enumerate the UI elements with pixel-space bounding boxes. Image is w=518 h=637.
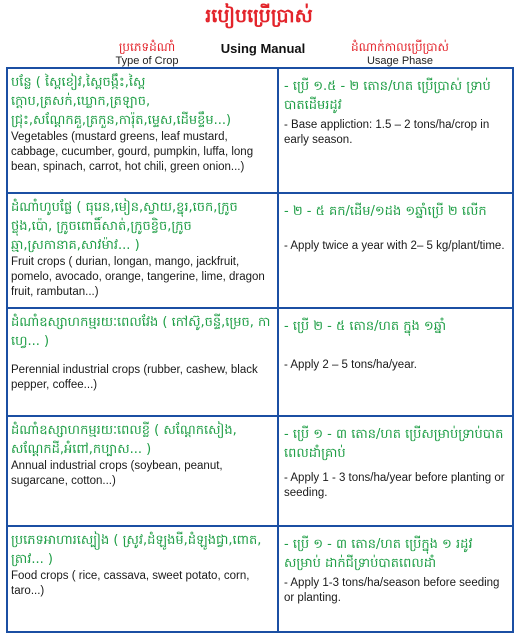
crop-name-kh: ដំណាំឧស្សាហកម្មរយៈពេលខ្លី ( សណ្ដែកសៀង, សណ្ដែកដី,អំពៅ,កប្បាស... )	[11, 423, 237, 457]
column-divider	[277, 69, 279, 192]
crop-cell	[11, 417, 273, 525]
crop-name-en: Perennial industrial crops (rubber, cashew, black pepper, coffee...)	[11, 364, 258, 391]
column-header-crop-type-en: Type of Crop	[115, 55, 179, 67]
usage-kh: - ប្រើ ២ - ៥ តោន/ហត ក្នុង ១ឆ្នាំ	[284, 319, 447, 334]
crop-cell	[11, 194, 273, 307]
column-header-usage-phase-kh: ដំណាក់កាលប្រើប្រាស់	[351, 40, 449, 54]
crop-name-en: Fruit crops ( durian, longan, mango, jackfruit, pomelo, avocado, orange, tangerine, lime, dragon fruit, rambutan...)	[11, 256, 265, 298]
usage-kh: - ប្រើ ១ - ៣ តោន/ហត ប្រើក្នុង ១ រដូវ សម្រាប់ ដាក់ជីទ្រាប់បាតពេលដាំ	[284, 537, 473, 571]
usage-en: - Base appliction: 1.5 – 2 tons/ha/crop in early season.	[284, 119, 490, 146]
column-divider	[277, 309, 279, 415]
usage-cell	[284, 527, 510, 631]
column-divider	[277, 194, 279, 307]
crop-cell	[11, 309, 273, 415]
crop-name-kh: ដំណាំឧស្សាហកម្មរយៈពេលវែង ( កៅស៊ូ,ចន្ទី,ម្រេច, កាហ្វេ... )	[11, 315, 271, 349]
usage-en: - Apply twice a year with 2– 5 kg/plant/time.	[284, 240, 505, 252]
crop-cell	[11, 527, 273, 631]
crop-name-en: Vegetables (mustard greens, leaf mustard, cabbage, cucumber, gourd, pumpkin, luffa, long bean, spinach, carrot, hot chili, green onion...)	[11, 131, 254, 173]
table-row	[8, 192, 512, 307]
usage-cell	[284, 309, 510, 415]
usage-en: - Apply 1-3 tons/ha/season before seeding or planting.	[284, 577, 500, 604]
usage-cell	[284, 69, 510, 192]
crop-name-en: Food crops ( rice, cassava, sweet potato, corn, taro...)	[11, 570, 250, 597]
column-header-usage-phase-en: Usage Phase	[366, 55, 434, 67]
column-header-usage-phase	[320, 40, 480, 68]
column-divider	[277, 417, 279, 525]
usage-kh: - ២ - ៥ គក/ដើម/១ដង ១ឆ្នាំប្រើ ២ លើក	[284, 204, 487, 219]
using-manual-label: Using Manual	[220, 41, 306, 56]
crop-cell	[11, 69, 273, 192]
column-header-using-manual	[213, 42, 313, 55]
table-row	[8, 525, 512, 631]
usage-table	[6, 67, 514, 633]
column-header-crop-type-kh: ប្រភេទដំណាំ	[118, 40, 176, 54]
crop-name-kh: បន្លែ ( ស្ពៃខៀវ,ស្ពៃចង្កឹះ,ស្ពៃក្ដោប,ត្រសក់,ឃ្លោក,ត្រឡាច, ជ្រុះ,សណ្ដែកគួ,ត្រកួន,ការ៉ុត,ម្ទេស,ដើមខ្ទឹម...)	[11, 75, 232, 128]
column-divider	[277, 527, 279, 631]
column-header-crop-type	[72, 40, 222, 68]
page-title: របៀបប្រើប្រាស់	[205, 5, 313, 27]
crop-name-kh: ដំណាំហូបផ្លែ ( ធុរេន,មៀន,ស្វាយ,ខ្នុរ,ចេក,ក្រូចថ្លុង,ប៉ោ, ក្រូចពោធិ៍សាត់,ក្រូចខ្វិច,ក្រូចឆ្មា,ស្រកានាគ,សាវម៉ាវ... )	[11, 200, 238, 253]
usage-kh: - ប្រើ ១.៥ - ២ តោន/ហត ប្រើប្រាស់ ទ្រាប់បាតដើមរដូវ	[284, 79, 491, 113]
usage-kh: - ប្រើ ១ - ៣ តោន/ហត ប្រើសម្រាប់ទ្រាប់បាតពេលដាំគ្រាប់	[284, 427, 504, 461]
usage-en: - Apply 2 – 5 tons/ha/year.	[284, 359, 417, 371]
table-row	[8, 69, 512, 192]
usage-cell	[284, 417, 510, 525]
usage-cell	[284, 194, 510, 307]
crop-name-en: Annual industrial crops (soybean, peanut, sugarcane, cotton...)	[11, 460, 223, 487]
usage-en: - Apply 1 - 3 tons/ha/year before planting or seeding.	[284, 472, 505, 499]
crop-name-kh: ប្រភេទអាហារស្បៀង ( ស្រូវ,ដំឡូងមី,ដំឡូងជ្វា,ពោត, ត្រាវ... )	[11, 533, 262, 567]
table-row	[8, 415, 512, 525]
table-row	[8, 307, 512, 415]
